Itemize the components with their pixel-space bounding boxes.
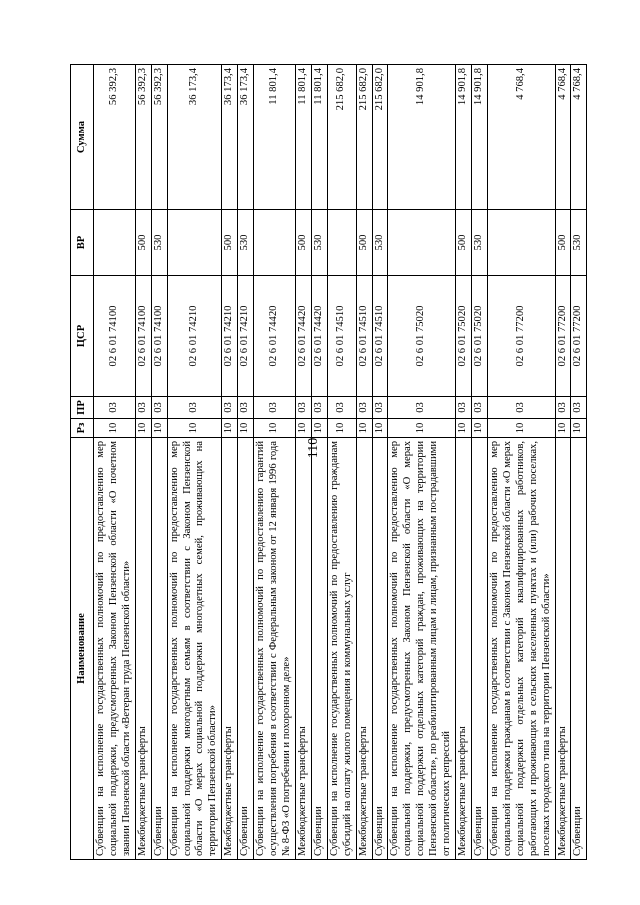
cell-sum: 4 768,4 — [555, 65, 571, 210]
cell-name: Межбюджетные трансферты — [222, 438, 238, 860]
cell-csr: 02 6 01 74510 — [372, 276, 388, 397]
table-row — [254, 65, 296, 860]
cell-pr: 03 — [222, 397, 238, 419]
cell-csr: 02 6 01 74100 — [151, 276, 167, 397]
cell-rz: 10 — [222, 419, 238, 438]
cell-sum: 215 682,0 — [372, 65, 388, 210]
cell-csr: 02 6 01 74210 — [222, 276, 238, 397]
cell-rz: 10 — [471, 419, 487, 438]
cell-sum: 36 173,4 — [167, 65, 222, 210]
table-row — [555, 65, 571, 860]
table-row — [94, 65, 136, 860]
cell-rz: 10 — [135, 419, 151, 438]
cell-rz: 10 — [571, 419, 587, 438]
header-name: Наименование — [71, 438, 94, 860]
cell-pr: 03 — [487, 397, 555, 419]
cell-sum: 11 801,4 — [254, 65, 296, 210]
table-row — [487, 65, 555, 860]
table-row — [311, 65, 327, 860]
cell-name: Субвенции на исполнение государственных полномочий по предоставлению мер социальной поддержки многодетным семьям в соответствии с Законом Пензенской области «О мерах социальной поддержки многодетных семей, проживающих на территории Пензенской области» — [167, 438, 222, 860]
cell-csr: 02 6 01 75020 — [388, 276, 456, 397]
cell-name: Межбюджетные трансферты — [555, 438, 571, 860]
cell-pr: 03 — [555, 397, 571, 419]
cell-pr: 03 — [571, 397, 587, 419]
header-csr: ЦСР — [71, 276, 94, 397]
cell-name: Субвенции на исполнение государственных полномочий по предоставлению мер социальной поддержки, предусмотренных Законом Пензенской области «О почетном звании Пензенской области «Ветеран труда Пензенской области» — [94, 438, 136, 860]
cell-vr: 530 — [571, 210, 587, 276]
cell-sum: 4 768,4 — [571, 65, 587, 210]
cell-rz: 10 — [555, 419, 571, 438]
cell-sum: 4 768,4 — [487, 65, 555, 210]
cell-vr — [327, 210, 356, 276]
cell-pr: 03 — [327, 397, 356, 419]
cell-name: Субвенции на исполнение государственных полномочий по предоставлению мер социальной поддержки гражданам в соответствии с Законом Пензенской области «О мерах социальной поддержки отдельных категорий квалифицированных работников, работающих и проживающих в сельских населенных пунктах и (или) рабочих поселках, поселках городского типа на территории Пензенской области» — [487, 438, 555, 860]
cell-rz: 10 — [151, 419, 167, 438]
cell-vr — [388, 210, 456, 276]
budget-table — [70, 64, 587, 860]
cell-name: Межбюджетные трансферты — [295, 438, 311, 860]
cell-vr: 500 — [356, 210, 372, 276]
table-row — [295, 65, 311, 860]
cell-vr — [167, 210, 222, 276]
cell-rz: 10 — [388, 419, 456, 438]
table-header-row — [71, 65, 94, 860]
cell-rz: 10 — [167, 419, 222, 438]
cell-pr: 03 — [356, 397, 372, 419]
cell-vr: 500 — [222, 210, 238, 276]
cell-pr: 03 — [456, 397, 472, 419]
rotated-page — [70, 65, 620, 860]
cell-pr: 03 — [254, 397, 296, 419]
cell-name: Субвенции — [372, 438, 388, 860]
cell-rz: 10 — [94, 419, 136, 438]
cell-rz: 10 — [372, 419, 388, 438]
cell-vr: 500 — [456, 210, 472, 276]
cell-csr: 02 6 01 74510 — [327, 276, 356, 397]
cell-sum: 56 392,3 — [135, 65, 151, 210]
cell-pr: 03 — [167, 397, 222, 419]
cell-rz: 10 — [456, 419, 472, 438]
cell-pr: 03 — [471, 397, 487, 419]
cell-csr: 02 6 01 74420 — [311, 276, 327, 397]
cell-rz: 10 — [356, 419, 372, 438]
cell-csr: 02 6 01 74210 — [238, 276, 254, 397]
cell-name: Субвенции — [238, 438, 254, 860]
cell-name: Субвенции — [571, 438, 587, 860]
table-row — [151, 65, 167, 860]
cell-csr: 02 6 01 74510 — [356, 276, 372, 397]
cell-sum: 14 901,8 — [471, 65, 487, 210]
cell-name: Субвенции на исполнение государственных полномочий по предоставлению мер социальной поддержки, предусмотренных Законом Пензенской области «О мерах социальной поддержки отдельных категорий граждан, проживающих на территории Пензенской области», по реабилитированным лицам и лицам, признанным пострадавшими от политических репрессий — [388, 438, 456, 860]
table-row — [167, 65, 222, 860]
table-row — [571, 65, 587, 860]
cell-sum: 36 173,4 — [222, 65, 238, 210]
page-number: 110 — [306, 437, 321, 459]
cell-rz: 10 — [238, 419, 254, 438]
cell-csr: 02 6 01 74420 — [295, 276, 311, 397]
cell-vr: 500 — [555, 210, 571, 276]
cell-rz: 10 — [295, 419, 311, 438]
cell-sum: 215 682,0 — [356, 65, 372, 210]
table-body — [94, 65, 587, 860]
cell-vr: 530 — [151, 210, 167, 276]
cell-vr: 530 — [372, 210, 388, 276]
cell-pr: 03 — [151, 397, 167, 419]
cell-sum: 11 801,4 — [311, 65, 327, 210]
cell-vr: 530 — [311, 210, 327, 276]
table-row — [356, 65, 372, 860]
cell-csr: 02 6 01 74100 — [135, 276, 151, 397]
cell-sum: 56 392,3 — [94, 65, 136, 210]
cell-name: Межбюджетные трансферты — [135, 438, 151, 860]
table-row — [327, 65, 356, 860]
cell-sum: 36 173,4 — [238, 65, 254, 210]
cell-rz: 10 — [327, 419, 356, 438]
cell-csr: 02 6 01 75020 — [456, 276, 472, 397]
table-row — [471, 65, 487, 860]
cell-pr: 03 — [311, 397, 327, 419]
cell-name: Субвенции на исполнение государственных полномочий по предоставлению гарантий осуществления погребения в соответствии с Федеральным законом от 12 января 1996 года № 8-ФЗ «О погребении и похоронном деле» — [254, 438, 296, 860]
table-row — [238, 65, 254, 860]
cell-sum: 14 901,8 — [456, 65, 472, 210]
table-row — [456, 65, 472, 860]
cell-sum: 14 901,8 — [388, 65, 456, 210]
cell-rz: 10 — [487, 419, 555, 438]
cell-name: Межбюджетные трансферты — [356, 438, 372, 860]
cell-name: Субвенции — [471, 438, 487, 860]
header-vr: ВР — [71, 210, 94, 276]
header-sum: Сумма — [71, 65, 94, 210]
cell-pr: 03 — [372, 397, 388, 419]
header-rz: Рз — [71, 419, 94, 438]
cell-vr: 530 — [471, 210, 487, 276]
table-row — [388, 65, 456, 860]
cell-csr: 02 6 01 75020 — [471, 276, 487, 397]
cell-pr: 03 — [388, 397, 456, 419]
table-row — [372, 65, 388, 860]
cell-pr: 03 — [238, 397, 254, 419]
cell-csr: 02 6 01 77200 — [555, 276, 571, 397]
cell-name: Межбюджетные трансферты — [456, 438, 472, 860]
cell-vr — [487, 210, 555, 276]
cell-name: Субвенции — [151, 438, 167, 860]
cell-name: Субвенции на исполнение государственных полномочий по предоставлению гражданам субсидий на оплату жилого помещения и коммунальных услуг — [327, 438, 356, 860]
table-row — [135, 65, 151, 860]
cell-name: Субвенции — [311, 438, 327, 860]
cell-pr: 03 — [94, 397, 136, 419]
cell-vr: 500 — [295, 210, 311, 276]
cell-vr: 500 — [135, 210, 151, 276]
cell-pr: 03 — [295, 397, 311, 419]
cell-csr: 02 6 01 74100 — [94, 276, 136, 397]
header-pr: ПР — [71, 397, 94, 419]
cell-csr: 02 6 01 74420 — [254, 276, 296, 397]
table-row — [222, 65, 238, 860]
cell-csr: 02 6 01 74210 — [167, 276, 222, 397]
cell-csr: 02 6 01 77200 — [571, 276, 587, 397]
cell-vr — [94, 210, 136, 276]
cell-sum: 56 392,3 — [151, 65, 167, 210]
cell-csr: 02 6 01 77200 — [487, 276, 555, 397]
cell-vr: 530 — [238, 210, 254, 276]
cell-rz: 10 — [311, 419, 327, 438]
cell-rz: 10 — [254, 419, 296, 438]
cell-vr — [254, 210, 296, 276]
cell-sum: 11 801,4 — [295, 65, 311, 210]
cell-sum: 215 682,0 — [327, 65, 356, 210]
cell-pr: 03 — [135, 397, 151, 419]
